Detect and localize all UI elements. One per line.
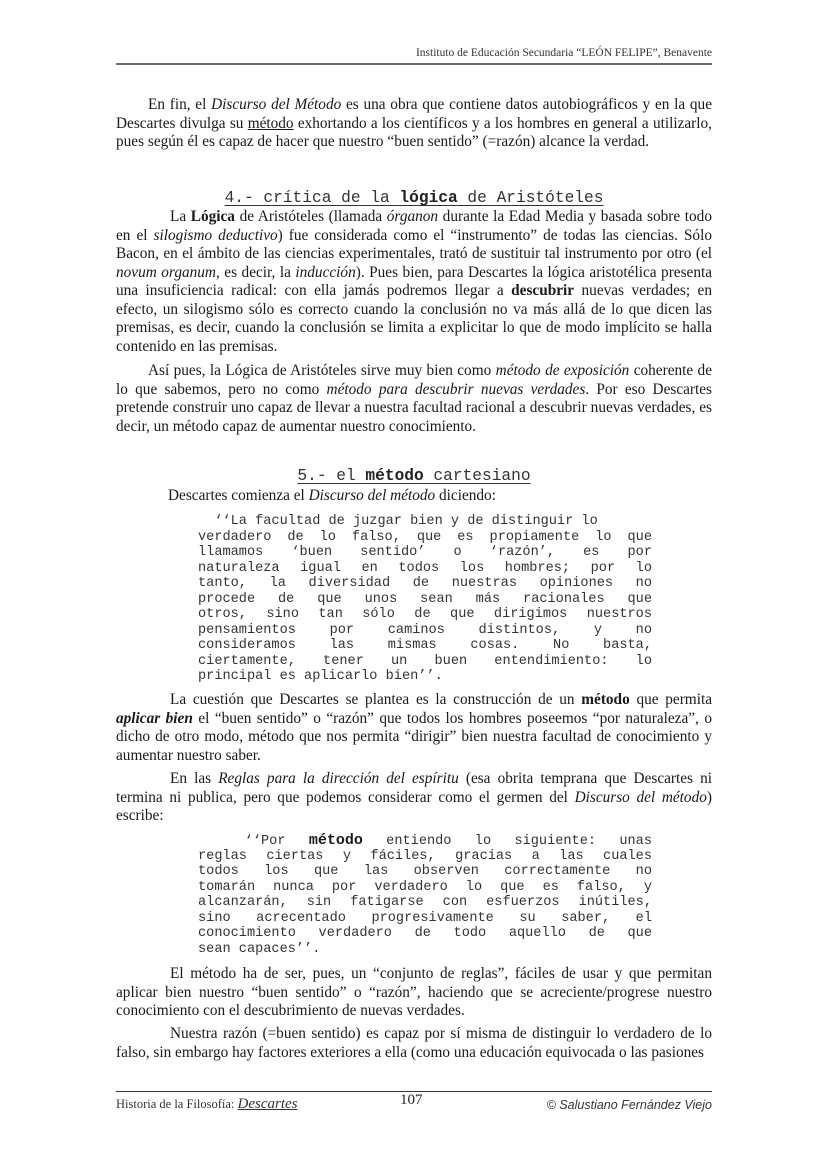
quote-line: procede de que unos sean más racionales que bbox=[198, 591, 652, 607]
section-5-paragraph-4: El método ha de ser, pues, un “conjunto de reglas”, fáciles de usar y que permitan aplicar bien nuestro “buen sentido” o “razón”, haciendo que se acreciente/progrese nuestro conocimiento con el descubrimiento de nuevas verdades. bbox=[116, 965, 712, 1019]
quote-line: conocimiento verdadero de todo aquello de que bbox=[198, 926, 652, 941]
quote-line: llamamos ‘buen sentido’ o ‘razón’, es por bbox=[198, 545, 652, 560]
section-5-heading: 5.- el método cartesiano bbox=[297, 467, 531, 485]
running-header: Instituto de Educación Secundaria “LEÓN FELIPE”, Benavente bbox=[415, 47, 712, 59]
section-4-paragraph-2: Así pues, la Lógica de Aristóteles sirve muy bien como método de exposición coherente de lo que sabemos, pero no como método para descubrir nuevas verdades. Por eso Descartes pretende construir uno capaz de llevar a nuestra facultad racional a descubrir nuevas verdades, es decir, un método capaz de aumentar nuestro conocimiento. bbox=[116, 362, 712, 435]
quote-line: alcanzarán, sin fatigarse con esfuerzos inútiles, bbox=[198, 895, 652, 910]
section-5-paragraph-5: Nuestra razón (=buen sentido) es capaz por sí misma de distinguir lo verdadero de lo falso, sin embargo hay factores exteriores a ella (como una educación equivocada o las pasiones bbox=[116, 1025, 712, 1061]
quote-line: ‘‘La facultad de juzgar bien y de distinguir lo bbox=[198, 514, 598, 529]
footer-subject: Historia de la Filosofía: Descartes bbox=[116, 1096, 298, 1112]
quote-line: ciertamente, tener un buen entendimiento: lo bbox=[198, 653, 652, 669]
footer-copyright: © Salustiano Fernández Viejo bbox=[546, 1098, 712, 1112]
quote-line: sean capaces’’. bbox=[198, 941, 321, 957]
quote-line: principal es aplicarlo bien’’. bbox=[198, 669, 443, 684]
quote-line: reglas ciertas y fáciles, gracias a las cuales bbox=[198, 848, 652, 864]
section-4-heading: 4.- crítica de la lógica de Aristóteles bbox=[224, 189, 604, 207]
quote-line: naturaleza igual en todos los hombres; por lo bbox=[198, 560, 652, 576]
quote-line: ‘‘Por método entiendo lo siguiente: unas bbox=[198, 832, 652, 849]
section-4-paragraph-1: La Lógica de Aristóteles (llamada órganon durante la Edad Media y basada sobre todo en el silogismo deductivo) fue considerada como el “instrumento” de todas las ciencias. Sólo Bacon, en el ámbito de las ciencias experimentales, trató de sustituir tal instrumento por otro (el novum organum, es decir, la inducción). Pues bien, para Descartes la lógica aristotélica presenta una insuficiencia radical: con ella jamás podremos llegar a descubrir nuevas verdades; en efecto, un silogismo sólo es correcto cuando la conclusión no va más allá de lo que dicen las premisas, es decir, cuando la conclusión se limita a explicitar lo que de modo implícito se halla contenido en las premisas. bbox=[116, 208, 713, 355]
quote-line: todos los que las observen correctamente no bbox=[198, 864, 652, 879]
quote-discurso bbox=[198, 514, 652, 685]
quote-line: pensamientos por caminos distintos, y no bbox=[198, 622, 652, 638]
quote-line: tomarán nunca por verdadero lo que es falso, y bbox=[198, 879, 652, 895]
section-5-intro: Descartes comienza el Discurso del método diciendo: bbox=[168, 487, 496, 504]
intro-paragraph: En fin, el Discurso del Método es una obra que contiene datos autobiográficos y en la que Descartes divulga su método exhortando a los científicos y a los hombres en general a utilizarlo, pues según él es capaz de hacer que nuestro “buen sentido” (=razón) alcance la verdad. bbox=[116, 96, 712, 150]
page-number: 107 bbox=[400, 1092, 423, 1108]
quote-line: otros, sino tan sólo de que dirigimos nuestros bbox=[198, 607, 652, 622]
quote-line: tanto, la diversidad de nuestras opiniones no bbox=[198, 576, 652, 591]
header-rule bbox=[116, 63, 712, 65]
quote-line: sino acrecentado progresivamente su saber, el bbox=[198, 910, 652, 926]
section-5-paragraph-3: En las Reglas para la dirección del espíritu (esa obrita temprana que Descartes ni termina ni publica, pero que podemos considerar como el germen del Discurso del método) escribe: bbox=[116, 770, 712, 824]
section-5-paragraph-2: La cuestión que Descartes se plantea es la construcción de un método que permita aplicar bien el “buen sentido” o “razón” que todos los hombres poseemos “por naturaleza”, o dicho de otro modo, método que nos permita “dirigir” bien nuestra facultad de conocimiento y aumentar nuestro saber. bbox=[116, 691, 712, 764]
quote-line: consideramos las mismas cosas. No basta, bbox=[198, 638, 652, 653]
quote-line: verdadero de lo falso, que es propiamente lo que bbox=[198, 529, 652, 545]
quote-reglas bbox=[198, 833, 652, 957]
footer-course-link: Descartes bbox=[237, 1096, 298, 1112]
